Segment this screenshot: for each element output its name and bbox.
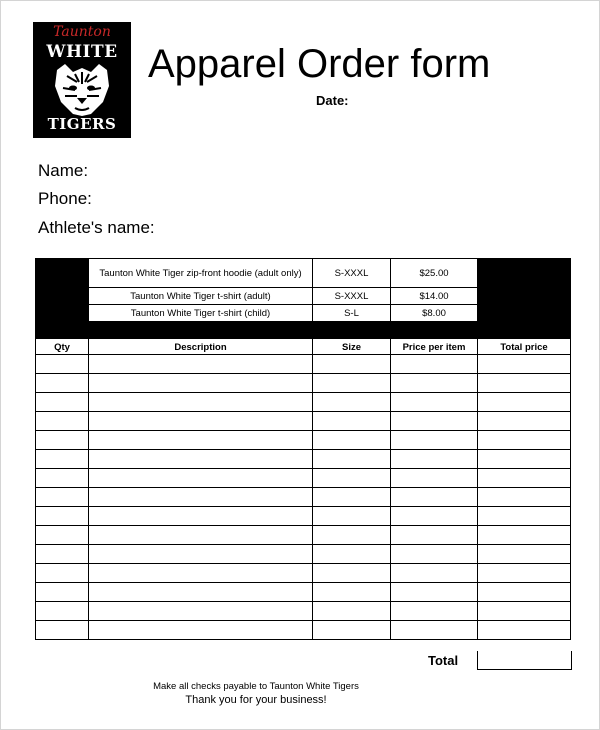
order-row xyxy=(36,583,571,602)
price-cell[interactable] xyxy=(391,583,478,602)
qty-cell[interactable] xyxy=(36,355,89,374)
qty-cell[interactable] xyxy=(36,602,89,621)
order-row xyxy=(36,602,571,621)
description-column-header: Description xyxy=(89,339,313,355)
description-cell[interactable] xyxy=(89,583,313,602)
product-price: $25.00 xyxy=(391,259,478,288)
order-row xyxy=(36,488,571,507)
description-cell[interactable] xyxy=(89,526,313,545)
price-cell[interactable] xyxy=(391,412,478,431)
product-price: $8.00 xyxy=(391,305,478,322)
description-cell[interactable] xyxy=(89,412,313,431)
order-row xyxy=(36,545,571,564)
size-cell[interactable] xyxy=(313,355,391,374)
description-cell[interactable] xyxy=(89,469,313,488)
size-cell[interactable] xyxy=(313,583,391,602)
price-cell[interactable] xyxy=(391,526,478,545)
description-cell[interactable] xyxy=(89,431,313,450)
product-size: S-L xyxy=(313,305,391,322)
thank-you-note: Thank you for your business! xyxy=(185,694,327,706)
size-cell[interactable] xyxy=(313,545,391,564)
price-cell[interactable] xyxy=(391,450,478,469)
total-price-cell[interactable] xyxy=(478,602,571,621)
total-price-cell[interactable] xyxy=(478,621,571,640)
qty-cell[interactable] xyxy=(36,564,89,583)
tiger-head-icon xyxy=(47,62,117,116)
product-size: S-XXXL xyxy=(313,288,391,305)
product-price-list xyxy=(35,258,571,338)
description-cell[interactable] xyxy=(89,545,313,564)
phone-field-label: Phone: xyxy=(38,189,92,208)
size-cell[interactable] xyxy=(313,450,391,469)
logo-line-taunton: Taunton xyxy=(53,24,111,40)
qty-cell[interactable] xyxy=(36,450,89,469)
qty-column-header: Qty xyxy=(36,339,89,355)
qty-cell[interactable] xyxy=(36,545,89,564)
grand-total-cell[interactable] xyxy=(477,651,572,670)
qty-cell[interactable] xyxy=(36,469,89,488)
product-row xyxy=(89,288,478,305)
total-price-cell[interactable] xyxy=(478,412,571,431)
size-column-header: Size xyxy=(313,339,391,355)
order-row xyxy=(36,450,571,469)
price-cell[interactable] xyxy=(391,545,478,564)
qty-cell[interactable] xyxy=(36,621,89,640)
size-cell[interactable] xyxy=(313,431,391,450)
qty-cell[interactable] xyxy=(36,583,89,602)
athlete-name-field-label: Athlete's name: xyxy=(38,218,155,237)
qty-cell[interactable] xyxy=(36,431,89,450)
team-logo xyxy=(33,22,131,138)
size-cell[interactable] xyxy=(313,564,391,583)
size-cell[interactable] xyxy=(313,393,391,412)
total-price-cell[interactable] xyxy=(478,507,571,526)
qty-cell[interactable] xyxy=(36,374,89,393)
order-table-header xyxy=(36,339,571,355)
order-row xyxy=(36,469,571,488)
size-cell[interactable] xyxy=(313,602,391,621)
size-cell[interactable] xyxy=(313,507,391,526)
size-cell[interactable] xyxy=(313,621,391,640)
description-cell[interactable] xyxy=(89,488,313,507)
product-size: S-XXXL xyxy=(313,259,391,288)
order-row xyxy=(36,507,571,526)
description-cell[interactable] xyxy=(89,602,313,621)
order-row xyxy=(36,412,571,431)
price-cell[interactable] xyxy=(391,431,478,450)
total-price-cell[interactable] xyxy=(478,545,571,564)
description-cell[interactable] xyxy=(89,564,313,583)
price-cell[interactable] xyxy=(391,488,478,507)
size-cell[interactable] xyxy=(313,469,391,488)
total-price-cell[interactable] xyxy=(478,526,571,545)
logo-line-tigers: TIGERS xyxy=(47,115,117,133)
price-cell[interactable] xyxy=(391,602,478,621)
logo-line-white: WHITE xyxy=(46,42,118,62)
product-row xyxy=(89,305,478,322)
total-price-cell[interactable] xyxy=(478,393,571,412)
total-price-cell[interactable] xyxy=(478,583,571,602)
description-cell[interactable] xyxy=(89,507,313,526)
qty-cell[interactable] xyxy=(36,507,89,526)
product-row xyxy=(89,259,478,288)
price-cell[interactable] xyxy=(391,469,478,488)
price-cell[interactable] xyxy=(391,621,478,640)
description-cell[interactable] xyxy=(89,355,313,374)
order-row xyxy=(36,526,571,545)
order-row xyxy=(36,374,571,393)
qty-cell[interactable] xyxy=(36,488,89,507)
total-price-cell[interactable] xyxy=(478,355,571,374)
description-cell[interactable] xyxy=(89,450,313,469)
product-description: Taunton White Tiger t-shirt (adult) xyxy=(89,288,313,305)
order-row xyxy=(36,564,571,583)
price-cell[interactable] xyxy=(391,374,478,393)
date-label: Date: xyxy=(316,93,349,108)
size-cell[interactable] xyxy=(313,526,391,545)
total-price-cell[interactable] xyxy=(478,431,571,450)
total-label: Total xyxy=(428,653,459,668)
size-cell[interactable] xyxy=(313,488,391,507)
price-cell[interactable] xyxy=(391,564,478,583)
total-price-cell[interactable] xyxy=(478,469,571,488)
qty-cell[interactable] xyxy=(36,393,89,412)
price-cell[interactable] xyxy=(391,507,478,526)
price-cell[interactable] xyxy=(391,393,478,412)
description-cell[interactable] xyxy=(89,393,313,412)
order-row xyxy=(36,355,571,374)
qty-cell[interactable] xyxy=(36,412,89,431)
checks-payable-note: Make all checks payable to Taunton White Tigers xyxy=(153,681,359,692)
total-column-header: Total price xyxy=(478,339,571,355)
page-title: Apparel Order form xyxy=(148,42,491,86)
order-row xyxy=(36,393,571,412)
order-row xyxy=(36,431,571,450)
total-price-cell[interactable] xyxy=(478,564,571,583)
size-cell[interactable] xyxy=(313,374,391,393)
description-cell[interactable] xyxy=(89,621,313,640)
product-description: Taunton White Tiger t-shirt (child) xyxy=(89,305,313,322)
description-cell[interactable] xyxy=(89,374,313,393)
qty-cell[interactable] xyxy=(36,526,89,545)
total-price-cell[interactable] xyxy=(478,488,571,507)
product-description: Taunton White Tiger zip-front hoodie (adult only) xyxy=(89,259,313,288)
order-table xyxy=(35,338,571,640)
price-cell[interactable] xyxy=(391,355,478,374)
order-row xyxy=(36,621,571,640)
total-price-cell[interactable] xyxy=(478,374,571,393)
total-price-cell[interactable] xyxy=(478,450,571,469)
price-column-header: Price per item xyxy=(391,339,478,355)
product-price: $14.00 xyxy=(391,288,478,305)
name-field-label: Name: xyxy=(38,161,89,180)
size-cell[interactable] xyxy=(313,412,391,431)
